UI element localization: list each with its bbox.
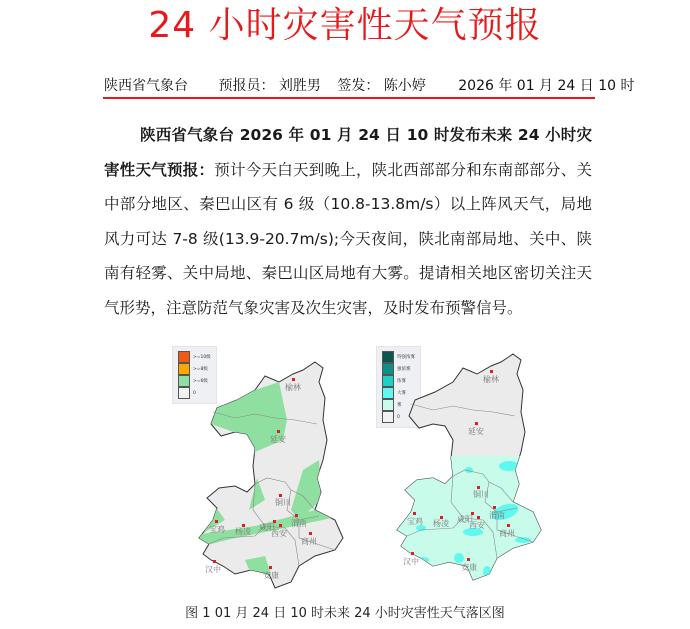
- svg-text:杨凌: 杨凌: [433, 519, 449, 528]
- svg-text:榆林: 榆林: [285, 383, 301, 392]
- legend-swatch: [178, 351, 190, 363]
- organization: 陕西省气象台: [104, 78, 188, 94]
- legend-label: 0: [193, 390, 196, 396]
- legend-label: 强浓雾: [397, 367, 411, 372]
- issuer-label: 签发：: [337, 78, 380, 94]
- svg-text:安康: 安康: [461, 563, 477, 572]
- issuer-name: 陈小婷: [383, 78, 426, 94]
- svg-text:安康: 安康: [263, 571, 279, 580]
- svg-text:铜川: 铜川: [275, 498, 291, 507]
- svg-text:渭南: 渭南: [291, 519, 307, 528]
- figure-caption: 图 1 01 月 24 日 10 时未来 24 小时灾害性天气落区图: [185, 606, 505, 621]
- header-divider: [103, 97, 595, 99]
- svg-text:汉中: 汉中: [205, 565, 221, 574]
- svg-text:西安: 西安: [469, 521, 485, 530]
- forecast-text: 预计今天白天到晚上，陕北西部部分和东南部部分、关中部分地区、秦巴山区有 6 级（10.8-13.8m/s）以上阵风天气，局地风力可达 7-8 级(13.9-20.7m/s);今天夜间，陕北南部局地、关中、陕南有轻雾、关中局地、秦巴山区局地有大雾。提请相关地区密切关注天气形势，注意防范气象灾害及次生灾害，及时发布预警信号。: [104, 160, 592, 317]
- svg-text:商州: 商州: [499, 529, 515, 538]
- forecast-lead: 陕西省气象台 2026 年 01 月 24 日 10 时发布未来 24 小时灾害性天气预报：: [104, 126, 592, 179]
- legend-label: 雾: [397, 403, 402, 408]
- legend-label: 浓雾: [397, 379, 406, 384]
- legend-swatch: [178, 363, 190, 375]
- legend-label: 特强浓雾: [397, 355, 415, 360]
- legend-swatch: [178, 375, 190, 387]
- legend-label: 大雾: [397, 391, 406, 396]
- legend-label: >=8级: [193, 367, 208, 372]
- svg-text:延安: 延安: [270, 435, 286, 444]
- legend-label: >=6级: [193, 379, 208, 384]
- forecast-paragraph: [104, 118, 592, 325]
- svg-text:渭南: 渭南: [489, 511, 505, 520]
- svg-text:铜川: 铜川: [473, 490, 489, 499]
- svg-text:汉中: 汉中: [403, 557, 419, 566]
- svg-text:宝鸡: 宝鸡: [209, 525, 225, 534]
- forecaster-name: 刘胜男: [278, 78, 321, 94]
- svg-text:宝鸡: 宝鸡: [407, 517, 423, 526]
- issue-meta-line: [104, 76, 635, 98]
- forecaster-label: 预报员：: [218, 78, 275, 94]
- svg-text:商州: 商州: [301, 537, 317, 546]
- forecast-maps-figure: [165, 340, 555, 600]
- svg-text:榆林: 榆林: [483, 375, 499, 384]
- legend-swatch: [178, 387, 190, 399]
- issue-time: 2026 年 01 月 24 日 10 时: [458, 78, 635, 94]
- fog-map: [393, 352, 553, 587]
- legend-label: 0: [397, 414, 400, 420]
- svg-text:延安: 延安: [468, 427, 484, 436]
- svg-text:咸阳: 咸阳: [259, 523, 275, 532]
- wind-map: [195, 360, 355, 590]
- svg-text:咸阳: 咸阳: [457, 515, 473, 524]
- legend-label: >=10级: [193, 355, 211, 360]
- svg-text:杨凌: 杨凌: [235, 527, 251, 536]
- document-title: 24 小时灾害性天气预报: [148, 5, 542, 46]
- svg-text:西安: 西安: [271, 529, 287, 538]
